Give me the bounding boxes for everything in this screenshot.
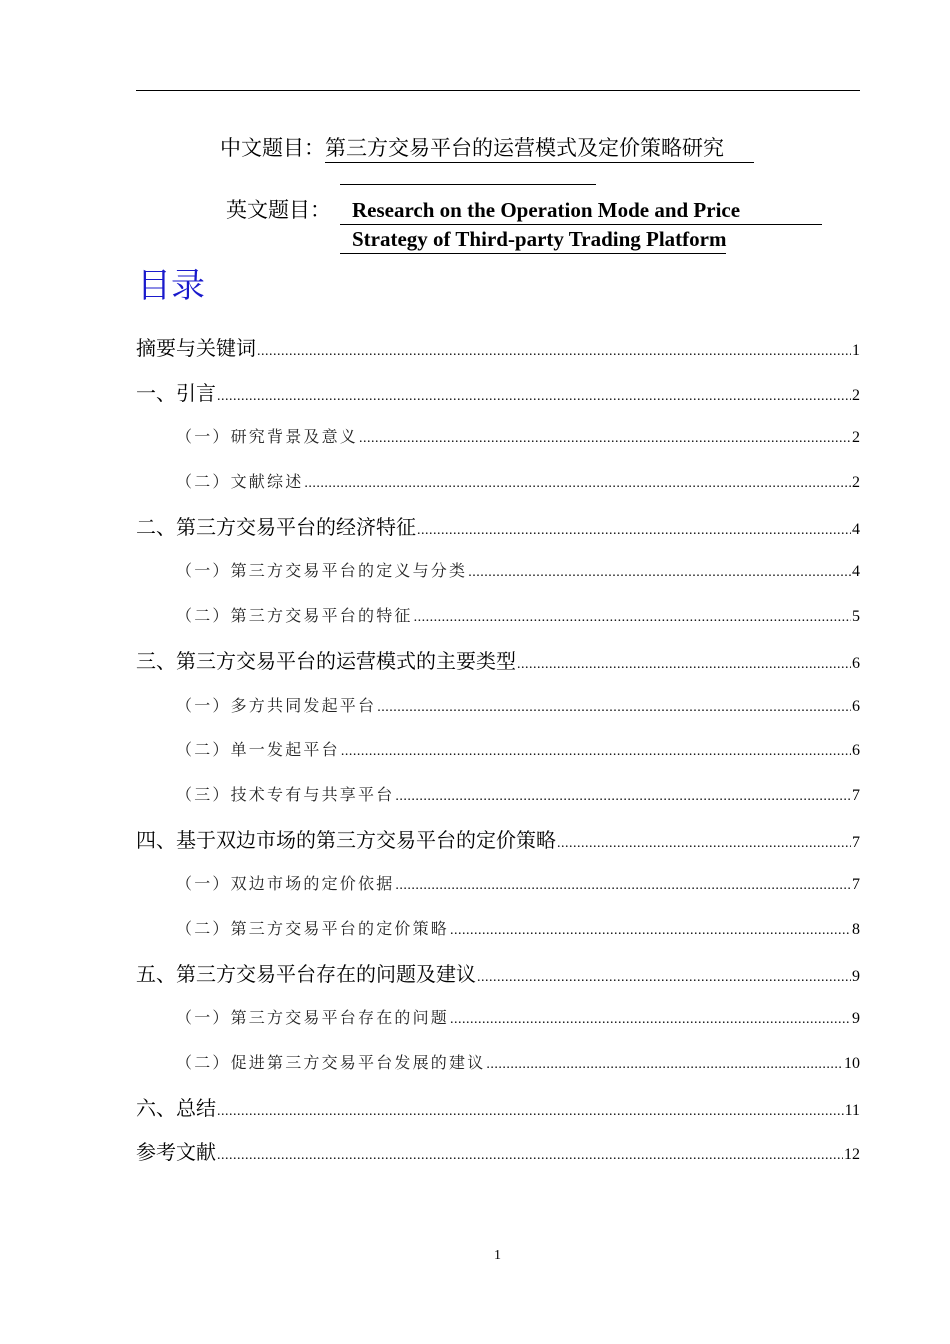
toc-entry-2-1[interactable] (136, 549, 860, 594)
toc-page-number: 2 (852, 386, 860, 404)
toc-page-number: 7 (852, 786, 860, 804)
toc-leader (359, 431, 851, 447)
toc-entry-label: 摘要与关键词 (136, 336, 256, 360)
toc-leader (417, 523, 851, 539)
toc-page-number: 6 (852, 697, 860, 715)
toc-leader (468, 565, 851, 581)
toc-entry-label: 六、总结 (136, 1095, 216, 1120)
chinese-title-underline (340, 184, 596, 185)
toc-page-number: 5 (852, 608, 860, 626)
chinese-title-label: 中文题目： (220, 136, 325, 160)
toc-leader (477, 970, 851, 986)
toc-page-number: 7 (852, 876, 860, 894)
toc-leader (217, 1148, 843, 1164)
toc-entry-4-2[interactable] (136, 907, 860, 952)
page-number: 1 (494, 1248, 501, 1263)
toc-page-number: 9 (852, 1010, 860, 1028)
toc-heading: 目录 (137, 266, 205, 306)
toc-entry-3-2[interactable] (136, 728, 860, 773)
toc-page-number: 9 (852, 967, 860, 985)
toc-leader (450, 1012, 851, 1028)
toc-entry-label: （二）第三方交易平台的特征 (176, 606, 413, 626)
toc-leader (395, 789, 851, 805)
toc-page-number: 12 (844, 1146, 860, 1164)
toc-page-number: 11 (844, 1101, 860, 1119)
toc-entry-conclusion[interactable] (136, 1086, 860, 1131)
english-title-row (226, 196, 331, 224)
toc-entry-label: 三、第三方交易平台的运营模式的主要类型 (136, 648, 516, 673)
toc-leader (395, 878, 851, 894)
toc-entry-references[interactable] (136, 1130, 860, 1175)
toc-entry-label: （二）促进第三方交易平台发展的建议 (176, 1053, 486, 1072)
toc-entry-3-1[interactable] (136, 684, 860, 729)
toc-leader (517, 657, 851, 673)
toc-leader (341, 744, 851, 760)
toc-entry-label: （一）第三方交易平台存在的问题 (176, 1008, 450, 1028)
toc-entry-3-3[interactable] (136, 773, 860, 818)
toc-entry-label: （一）第三方交易平台的定义与分类 (176, 561, 468, 581)
toc-leader (377, 700, 851, 716)
english-title-label: 英文题目： (226, 198, 331, 222)
english-title-line-1: Research on the Operation Mode and Price (340, 196, 822, 225)
toc-entry-1-1[interactable] (136, 415, 860, 460)
toc-entry-label: 四、基于双边市场的第三方交易平台的定价策略 (136, 827, 556, 852)
toc-entry-label: （二）第三方交易平台的定价策略 (176, 918, 450, 938)
toc-entry-chapter-5[interactable] (136, 952, 860, 997)
toc-entry-label: （一）研究背景及意义 (176, 427, 359, 447)
toc-page-number: 6 (852, 742, 860, 760)
toc-leader (450, 923, 851, 939)
toc-leader (217, 1104, 844, 1120)
chinese-title-row (220, 134, 754, 163)
toc-entry-label: （三）技术专有与共享平台 (176, 784, 395, 804)
english-title-value (340, 196, 822, 254)
toc-entry-label: 二、第三方交易平台的经济特征 (136, 514, 416, 539)
table-of-contents (136, 326, 860, 1175)
toc-page-number: 1 (852, 342, 860, 359)
toc-entry-5-1[interactable] (136, 996, 860, 1041)
toc-entry-1-2[interactable] (136, 460, 860, 505)
toc-page-number: 2 (852, 429, 860, 447)
chinese-title-value: 第三方交易平台的运营模式及定价策略研究 (325, 134, 754, 163)
toc-entry-chapter-3[interactable] (136, 639, 860, 684)
toc-leader (414, 610, 851, 626)
toc-entry-label: 参考文献 (136, 1140, 216, 1165)
toc-page-number: 7 (852, 833, 860, 851)
toc-leader (257, 344, 851, 360)
toc-entry-label: 五、第三方交易平台存在的问题及建议 (136, 961, 476, 986)
toc-entry-label: （一）多方共同发起平台 (176, 695, 377, 715)
toc-leader (486, 1057, 843, 1073)
toc-page-number: 10 (844, 1055, 860, 1072)
toc-leader (304, 476, 851, 492)
toc-entry-label: 一、引言 (136, 380, 216, 405)
toc-leader (217, 389, 851, 405)
toc-page-number: 2 (852, 474, 860, 492)
toc-entry-2-2[interactable] (136, 594, 860, 639)
toc-entry-chapter-2[interactable] (136, 505, 860, 550)
toc-leader (557, 836, 851, 852)
toc-page-number: 8 (852, 920, 860, 938)
toc-entry-5-2[interactable] (136, 1041, 860, 1086)
english-title-line-2: Strategy of Third-party Trading Platform (340, 225, 726, 254)
toc-page-number: 6 (852, 654, 860, 672)
toc-page-number: 4 (852, 520, 860, 538)
toc-entry-label: （一）双边市场的定价依据 (176, 874, 395, 894)
toc-entry-chapter-4[interactable] (136, 818, 860, 863)
toc-entry-4-1[interactable] (136, 862, 860, 907)
header-rule (136, 90, 860, 91)
toc-entry-abstract[interactable] (136, 326, 860, 371)
toc-page-number: 4 (852, 563, 860, 581)
toc-entry-label: （二）文献综述 (176, 472, 304, 492)
toc-entry-label: （二）单一发起平台 (176, 740, 340, 760)
toc-entry-introduction[interactable] (136, 371, 860, 416)
